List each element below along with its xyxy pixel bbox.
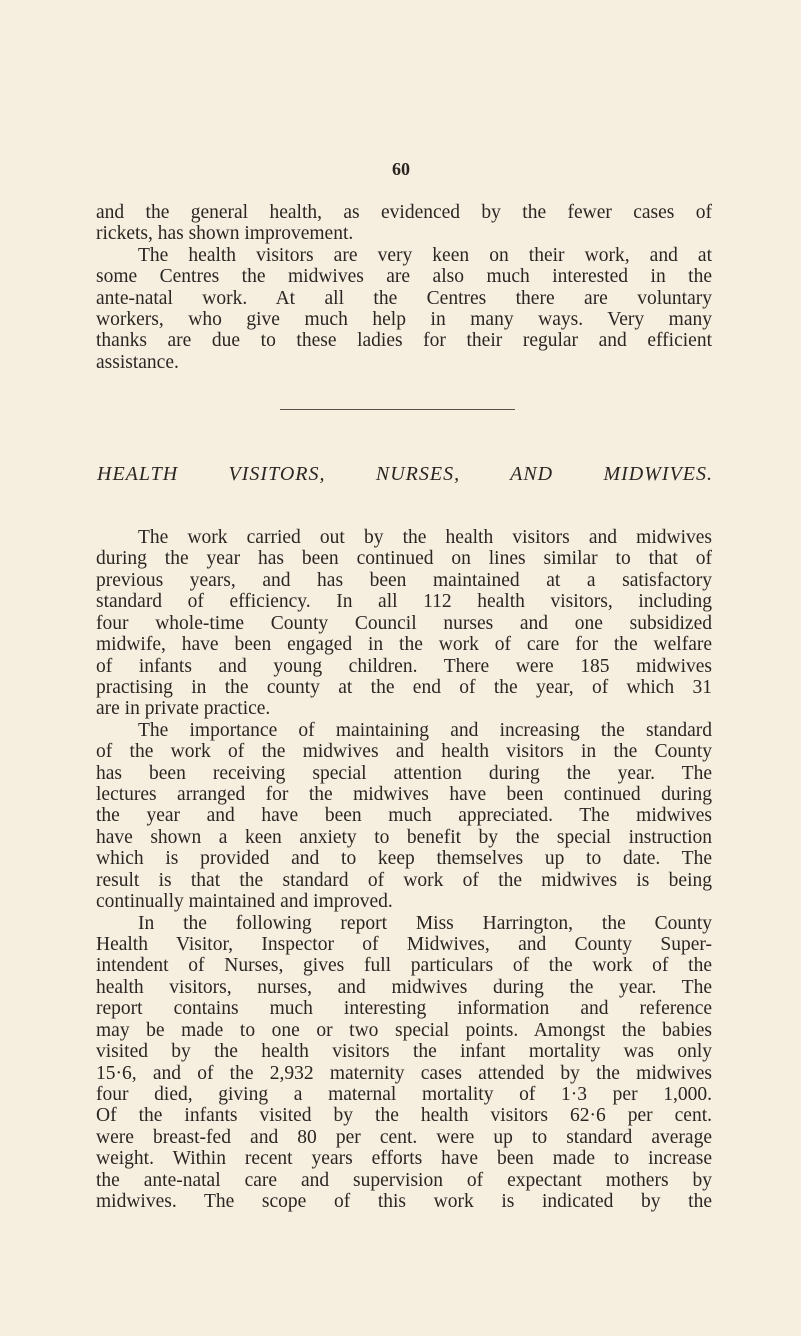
text-line: and the general health, as evidenced by the fewer cases of [96, 202, 712, 223]
text-line: some Centres the midwives are also much interested in the [96, 266, 712, 288]
text-line: lectures arranged for the midwives have been continued during [96, 784, 712, 806]
text-line: which is provided and to keep themselves up to date. The [96, 848, 712, 870]
text-line: thanks are due to these ladies for their regular and efficient [96, 330, 712, 352]
text-line: The work carried out by the health visitors and midwives [138, 527, 712, 548]
text-line: Health Visitor, Inspector of Midwives, and County Super- [96, 933, 712, 955]
text-line: of the work of the midwives and health visitors in the County [96, 741, 712, 763]
text-line: 15·6, and of the 2,932 maternity cases attended by the midwives [96, 1062, 712, 1084]
text-line: continually maintained and improved. [96, 891, 393, 913]
text-line: previous years, and has been maintained at a satisfactory [96, 569, 712, 591]
text-line: four whole-time County Council nurses and one subsidized [96, 612, 712, 634]
text-line: assistance. [96, 351, 179, 373]
text-line: have shown a keen anxiety to benefit by the special instruction [96, 826, 712, 848]
section-divider [280, 409, 515, 410]
text-line: standard of efficiency. In all 112 health visitors, including [96, 591, 712, 613]
text-line: practising in the county at the end of the year, of which 31 [96, 676, 712, 698]
text-line: the year and have been much appreciated. The midwives [96, 805, 712, 827]
text-line: of infants and young children. There were 185 midwives [96, 655, 712, 677]
text-line: were breast-fed and 80 per cent. were up to standard average [96, 1126, 712, 1148]
text-line: the ante-natal care and supervision of expectant mothers by [96, 1169, 712, 1191]
text-line: health visitors, nurses, and midwives during the year. The [96, 976, 712, 998]
text-line: may be made to one or two special points. Amongst the babies [96, 1019, 712, 1041]
text-line: intendent of Nurses, gives full particulars of the work of the [96, 955, 712, 977]
text-line: The health visitors are very keen on their work, and at [138, 244, 712, 266]
page-number: 60 [392, 159, 410, 179]
text-line: midwife, have been engaged in the work of care for the welfare [96, 634, 712, 656]
text-line: result is that the standard of work of the midwives is being [96, 869, 712, 891]
section-heading: HEALTH VISITORS, NURSES, AND MIDWIVES. [97, 463, 713, 485]
text-line: four died, giving a maternal mortality of 1·3 per 1,000. [96, 1083, 712, 1105]
text-line: has been receiving special attention during the year. The [96, 762, 712, 784]
text-line: workers, who give much help in many ways. Very many [96, 309, 712, 330]
text-line: midwives. The scope of this work is indicated by the [96, 1191, 712, 1213]
text-line: visited by the health visitors the infant mortality was only [96, 1041, 712, 1063]
text-line: ante-natal work. At all the Centres there are voluntary [96, 287, 712, 309]
text-line: Of the infants visited by the health visitors 62·6 per cent. [96, 1105, 712, 1127]
text-line: The importance of maintaining and increasing the standard [138, 719, 712, 741]
text-line: during the year has been continued on lines similar to that of [96, 548, 712, 570]
text-line: are in private practice. [96, 698, 271, 720]
text-line: report contains much interesting information and reference [96, 998, 712, 1020]
text-line: weight. Within recent years efforts have been made to increase [96, 1148, 712, 1170]
text-line: In the following report Miss Harrington, the County [138, 912, 712, 934]
text-line: rickets, has shown improvement. [96, 223, 354, 245]
